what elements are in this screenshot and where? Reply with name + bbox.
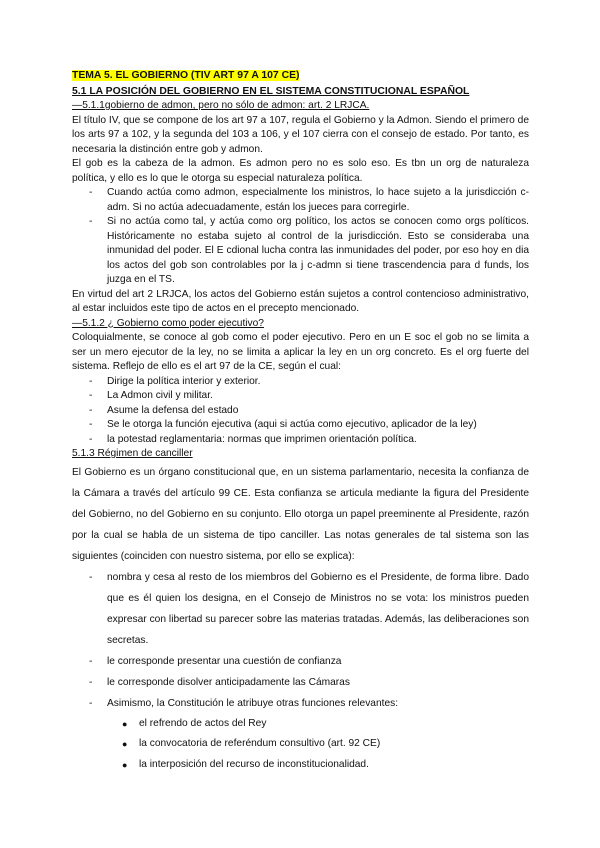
list-item: [89, 404, 529, 419]
bullet-dot-icon: ●: [122, 718, 128, 729]
document-body: [72, 69, 529, 775]
list-item-text: la interposición del recurso de inconstitucionalidad.: [139, 758, 369, 770]
bullet-dot-icon: ●: [122, 739, 128, 749]
subsection-5-1-2-heading: —5.1.2 ¿ Gobierno como poder ejecutivo?: [72, 317, 264, 329]
list-item: [89, 693, 529, 714]
list-item: [122, 714, 529, 735]
list-item-text: nombra y cesa al resto de los miembros del Gobierno es el Presidente, de forma libre. Dado que es él quien los designa, en el Consejo de Ministros no se vota: los ministros pueden expresar con libertad su parecer sobre las materias tratadas. Además, las deliberaciones son secretas.: [107, 571, 529, 646]
list-item: [89, 375, 529, 390]
list-item-text: Se le otorga la función ejecutiva (aqui si actúa como ejecutivo, aplicador de la ley): [107, 419, 477, 430]
list-item-text: la potestad reglamentaria: normas que imprimen orientación política.: [107, 433, 417, 445]
list-item: [89, 651, 529, 672]
list-item-text: Cuando actúa como admon, especialmente los ministros, lo hace sujeto a la jurisdicción c-adm. Si no actúa adecuadamente, están los jueces para corregirle.: [107, 187, 529, 213]
list-item-text: Si no actúa como tal, y actúa como org político, los actos se conocen como orgs políticos. Históricamente no estaba sujeto al control de la jurisdicción. Esto se consideraba una inmunidad del poder. El E cdional lucha contra las inmunidades del poder, por eso hoy en dia los actos del gob son controlables por la j c-admn si tiene trascendencia para d funds, los juzga en el TS.: [107, 216, 529, 285]
list-item: [122, 755, 529, 776]
list-item-text: el refrendo de actos del Rey: [139, 717, 267, 729]
paragraph: Coloquialmente, se conoce al gob como el poder ejecutivo. Pero en un E soc el gob no se limita a ser un mero ejecutor de la ley, no se limita a aplicar la ley en un org concreto. Es el org fuerte del sistema. Reflejo de ello es el art 97 de la CE, según el cual:: [72, 332, 529, 372]
list-item: [89, 389, 529, 404]
dash-marker: -: [89, 187, 93, 198]
dash-marker: -: [89, 375, 93, 387]
paragraph: El gob es la cabeza de la admon. Es admon pero no es solo eso. Es tbn un org de naturaleza política, y ello es lo que le otorga su especial naturaleza política.: [72, 158, 529, 184]
list-item: [122, 734, 529, 755]
document-title: TEMA 5. EL GOBIERNO (TIV ART 97 A 107 CE): [72, 70, 300, 81]
bullet-list: [72, 375, 529, 448]
list-item-text: La Admon civil y militar.: [107, 390, 213, 401]
dash-marker: -: [89, 697, 93, 709]
list-item-text: le corresponde disolver anticipadamente las Cámaras: [107, 676, 350, 688]
bullet-dot-icon: ●: [122, 759, 128, 770]
dash-marker: -: [89, 655, 93, 667]
subsection-5-1-1-heading: —5.1.1gobierno de admon, pero no sólo de admon: art. 2 LRJCA.: [72, 100, 370, 111]
dash-marker: -: [89, 419, 93, 430]
bullet-list: [72, 567, 529, 714]
dash-marker: -: [89, 404, 93, 416]
subsection-5-1-3-heading: 5.1.3 Régimen de canciller: [72, 448, 193, 459]
list-item-text: Asimismo, la Constitución le atribuye otras funciones relevantes:: [107, 697, 399, 709]
title-line: [72, 69, 529, 84]
list-item: [89, 567, 529, 651]
list-item-text: Asume la defensa del estado: [107, 404, 239, 416]
bullet-list: [72, 186, 529, 288]
dot-list: [72, 714, 529, 776]
dash-marker: -: [89, 676, 93, 688]
list-item-text: le corresponde presentar una cuestión de confianza: [107, 655, 342, 667]
paragraph: El Gobierno es un órgano constitucional que, en un sistema parlamentario, necesita la confianza de la Cámara a través del artículo 99 CE. Esta confianza se articula mediante la figura del Presidente del Gobierno, no del Gobierno en su conjunto. Ello otorga un papel preeminente al Presidente, razón por la cual se habla de un sistema de tipo canciller. Las notas generales de tal sistema son las siguientes (coinciden con nuestro sistema, por ello se explica):: [72, 466, 529, 562]
paragraph: En virtud del art 2 LRJCA, los actos del Gobierno están sujetos a control contencioso administrativo, al estar incluidos este tipo de actos en el precepto mencionado.: [72, 288, 529, 314]
paragraph: El título IV, que se compone de los art 97 a 107, regula el Gobierno y la Admon. Siendo el primero de los arts 97 a 102, y la segunda del 103 a 106, y el 107 cierra con el consejo de estado. Por tanto, es necesaria la distinción entre gob y admon.: [72, 114, 529, 155]
dash-marker: -: [89, 433, 93, 445]
section-heading: 5.1 LA POSICIÓN DEL GOBIERNO EN EL SISTEMA CONSTITUCIONAL ESPAÑOL: [72, 85, 470, 97]
list-item-text: Dirige la política interior y exterior.: [107, 375, 261, 387]
dash-marker: -: [89, 216, 93, 227]
list-item-text: la convocatoria de referéndum consultivo (art. 92 CE): [139, 738, 381, 749]
list-item: [89, 672, 529, 693]
list-item: [89, 433, 529, 448]
list-item: [89, 186, 529, 215]
list-item: [89, 418, 529, 433]
dash-marker: -: [89, 571, 93, 583]
dash-marker: -: [89, 390, 93, 401]
list-item: [89, 215, 529, 288]
